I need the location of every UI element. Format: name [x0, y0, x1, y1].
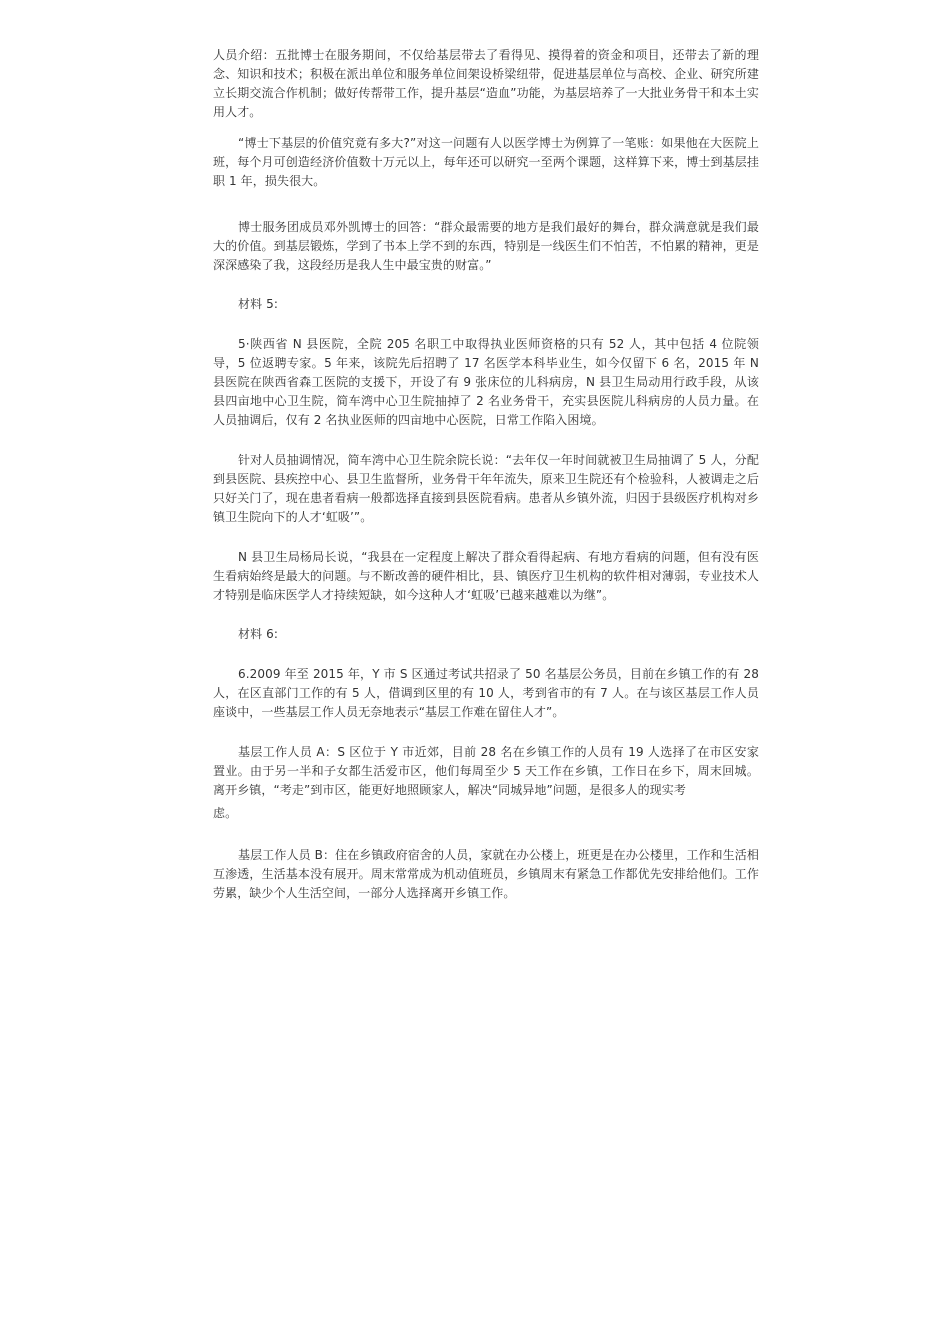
- paragraph-intro: 人员介绍：五批博士在服务期间，不仅给基层带去了看得见、摸得着的资金和项目，还带去了新的理念、知识和技术；积极在派出单位和服务单位间架设桥梁纽带，促进基层单位与高校、企业、研究所建立长期交流合作机制；做好传帮带工作，提升基层“造血”功能，为基层培养了一大批业务骨干和本土实用人才。: [213, 48, 759, 119]
- paragraph-director-yu: 针对人员抽调情况，简车湾中心卫生院余院长说：“去年仅一年时间就被卫生局抽调了 5 人，分配到县医院、县疾控中心、县卫生监督所，业务骨干年年流失，原来卫生院还有个检验科，人被调走之后只好关门了，现在患者看病一般都选择直接到县医院看病。患者从乡镇外流，归因于县级医疗机构对乡镇卫生院向下的人才‘虹吸’”。: [213, 453, 759, 524]
- paragraph-staff-a: 基层工作人员 A：S 区位于 Y 市近郊，目前 28 名在乡镇工作的人员有 19 人选择了在市区安家置业。由于另一半和子女都生活爱市区，他们每周至少 5 天工作在乡镇，工作日在乡下，周末回城。离开乡镇，“考走”到市区，能更好地照顾家人，解决“同城异地”问题，是很多人的现实考: [213, 745, 759, 797]
- paragraph-doctor-answer: 博士服务团成员邓外凯博士的回答：“群众最需要的地方是我们最好的舞台，群众满意就是我们最大的价值。到基层锻炼，学到了书本上学不到的东西，特别是一线医生们不怕苦，不怕累的精神，更是深深感染了我，这段经历是我人生中最宝贵的财富。”: [213, 220, 759, 272]
- paragraph-material-6: 6.2009 年至 2015 年，Y 市 S 区通过考试共招录了 50 名基层公务员，目前在乡镇工作的有 28 人，在区直部门工作的有 5 人，借调到区里的有 10 人，考到省市的有 7 人。在与该区基层工作人员座谈中，一些基层工作人员无奈地表示“基层工作难在留住人才”。: [213, 667, 759, 719]
- paragraph-staff-b: 基层工作人员 B：住在乡镇政府宿舍的人员，家就在办公楼上，班更是在办公楼里，工作和生活相互渗透，生活基本没有展开。周末常常成为机动值班员，乡镇周末有紧急工作都优先安排给他们。工作劳累，缺少个人生活空间，一部分人选择离开乡镇工作。: [213, 848, 759, 900]
- material-5-heading: 材料 5:: [238, 297, 278, 311]
- paragraph-material-5: 5·陕西省 N 县医院，全院 205 名职工中取得执业医师资格的只有 52 人，其中包括 4 位院领导，5 位返聘专家。5 年来，该院先后招聘了 17 名医学本科毕业生，如今仅留下 6 名，2015 年 N 县医院在陕西省森工医院的支援下，开设了有 9 张床位的儿科病房，N 县卫生局动用行政手段，从该县四亩地中心卫生院，简车湾中心卫生院抽掉了 2 名业务骨干，充实县医院儿科病房的人员力量。在人员抽调后，仅有 2 名执业医师的四亩地中心医院，日常工作陷入困境。: [213, 337, 759, 427]
- paragraph-value-question: “博士下基层的价值究竟有多大?”对这一问题有人以医学博士为例算了一笔账：如果他在大医院上班，每个月可创造经济价值数十万元以上，每年还可以研究一至两个课题，这样算下来，博士到基层挂职 1 年，损失很大。: [213, 136, 759, 188]
- paragraph-staff-a-end: 虑。: [213, 806, 238, 820]
- paragraph-director-yang: N 县卫生局杨局长说，“我县在一定程度上解决了群众看得起病、有地方看病的问题，但有没有医生看病始终是最大的问题。与不断改善的硬件相比，县、镇医疗卫生机构的软件相对薄弱，专业技术人才特别是临床医学人才持续短缺，如今这种人才‘虹吸’已越来越难以为继”。: [213, 550, 759, 602]
- document-body: [213, 46, 759, 903]
- material-6-heading: 材料 6:: [238, 627, 278, 641]
